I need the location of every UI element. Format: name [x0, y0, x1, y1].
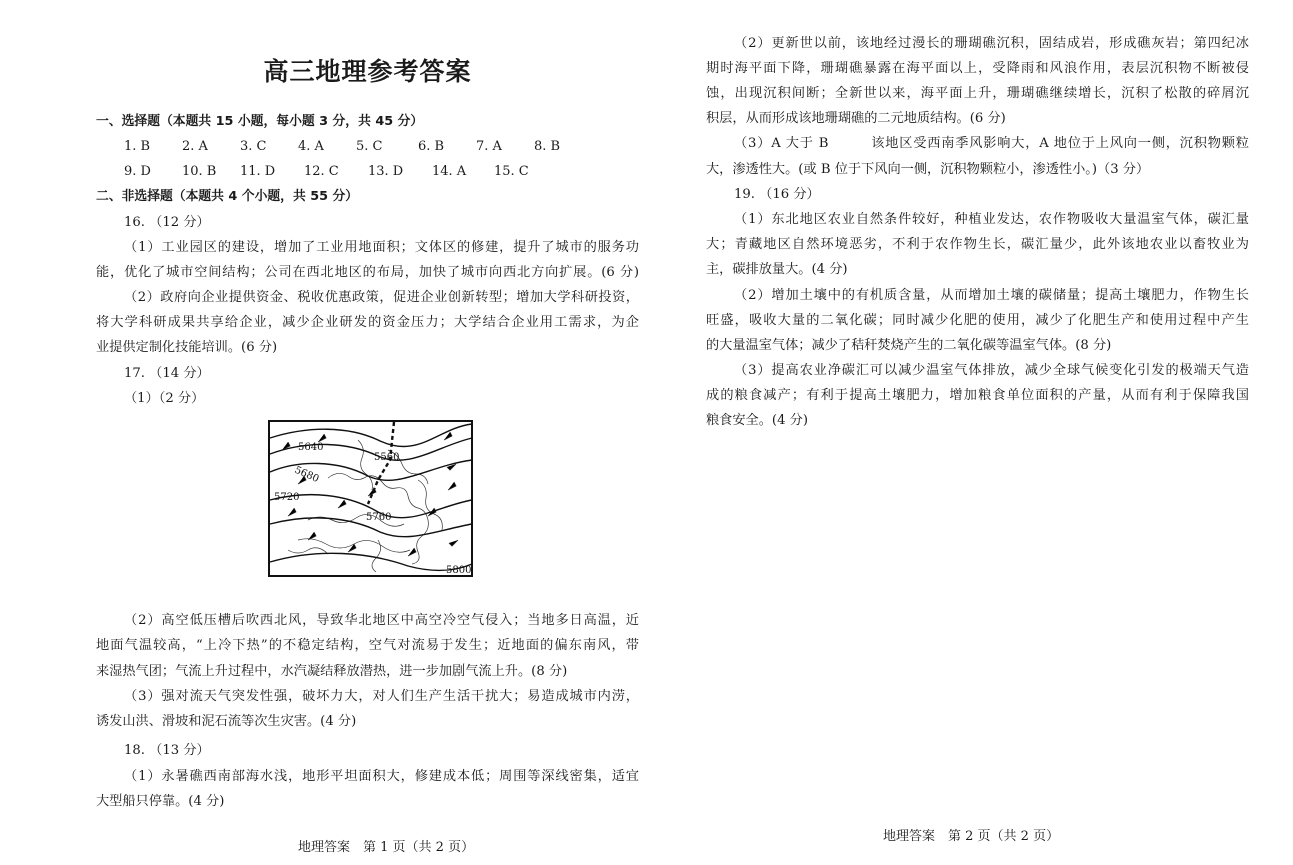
answer-item: 4. A — [298, 139, 324, 154]
answer-line: 旺盛，吸收大量的二氧化碳；同时减少化肥的使用，减少了化肥生产和使用过程中产生 — [706, 313, 1249, 328]
page-2 — [706, 0, 1249, 865]
answer-line: 大；青藏地区自然环境恶劣，不利于农作物生长，碳汇量少，此外该地农业以畜牧业为 — [706, 237, 1249, 252]
answer-line: 蚀，出现沉积间断；全新世以来，海平面上升，珊瑚礁继续增长，沉积了松散的碎屑沉 — [706, 86, 1249, 101]
answer-row-1 — [124, 134, 560, 159]
answer-line: 大型船只停靠。(4 分) — [96, 794, 225, 809]
answer-line: 来湿热气团；气流上升过程中，水汽凝结释放潜热，进一步加剧气流上升。(8 分) — [96, 664, 568, 679]
contour-label: 5720 — [274, 492, 300, 503]
answer-line: 业提供定制化技能培训。(6 分) — [96, 340, 278, 355]
answer-item: 2. A — [182, 139, 208, 154]
contour-label: 5760 — [366, 512, 392, 523]
answer-line: （1）工业园区的建设，增加了工业用地面积；文体区的修建，提升了城市的服务功 — [124, 240, 639, 255]
section-1-heading: 一、选择题（本题共 15 小题，每小题 3 分，共 45 分） — [96, 114, 424, 129]
contour-label: 5640 — [298, 442, 324, 453]
section-2-heading: 二、非选择题（本题共 4 个小题，共 55 分） — [96, 189, 359, 204]
answer-line: 将大学科研成果共享给企业，减少企业研发的资金压力；大学结合企业用工需求，为企 — [96, 315, 639, 330]
answer-line: 地面气温较高，“上冷下热”的不稳定结构，空气对流易于发生；近地面的偏东南风，带 — [96, 638, 639, 653]
answer-item: 10. B — [182, 164, 217, 179]
answer-line: 诱发山洪、滑坡和泥石流等次生灾害。(4 分) — [96, 714, 357, 729]
answer-item: 11. D — [240, 164, 276, 179]
contour-label: 5800 — [446, 565, 472, 576]
answer-item: 5. C — [356, 139, 383, 154]
answer-line: （2）高空低压槽后吹西北风，导致华北地区中高空冷空气侵入；当地多日高温，近 — [124, 613, 639, 628]
answer-line: （3）提高农业净碳汇可以减少温室气体排放，减少全球气候变化引发的极端天气造 — [734, 363, 1249, 378]
answer-line: （3）A 大于 B 该地区受西南季风影响大，A 地位于上风向一侧，沉积物颗粒 — [734, 136, 1249, 151]
answer-line: （1）永暑礁西南部海水浅，地形平坦面积大，修建成本低；周围等深线密集，适宜 — [124, 769, 639, 784]
answer-line: 主，碳排放量大。(4 分) — [706, 262, 848, 277]
contour-label: 5680 — [292, 464, 321, 486]
answer-item: 7. A — [476, 139, 502, 154]
answer-line: （2）更新世以前，该地经过漫长的珊瑚礁沉积，固结成岩，形成礁灰岩；第四纪冰 — [734, 36, 1249, 51]
answer-line: （2）政府向企业提供资金、税收优惠政策，促进企业创新转型；增加大学科研投资， — [124, 290, 639, 305]
question-19-heading: 19. （16 分） — [734, 187, 820, 202]
answer-row-2 — [124, 159, 529, 184]
answer-item: 14. A — [432, 164, 467, 179]
answer-item: 3. C — [240, 139, 267, 154]
question-18-heading: 18. （13 分） — [124, 743, 210, 758]
page-title: 高三地理参考答案 — [263, 57, 472, 86]
answer-line: （1）东北地区农业自然条件较好，种植业发达，农作物吸收大量温室气体，碳汇量 — [734, 212, 1249, 227]
answer-item: 8. B — [534, 139, 561, 154]
page-footer-1: 地理答案 第 1 页（共 2 页） — [298, 840, 475, 855]
answer-item: 12. C — [304, 164, 339, 179]
answer-line: 积层，从而形成该地珊瑚礁的二元地质结构。(6 分) — [706, 111, 1006, 126]
answer-line: 期时海平面下降，珊瑚礁暴露在海平面以上，受降雨和风浪作用，表层沉积物不断被侵 — [706, 61, 1249, 76]
question-16-heading: 16. （12 分） — [124, 215, 210, 230]
answer-item: 6. B — [418, 139, 445, 154]
answer-line: （1）（2 分） — [124, 391, 205, 406]
answer-line: （3）强对流天气突发性强，破坏力大，对人们生产生活干扰大；易造成城市内涝， — [124, 689, 639, 704]
answer-item: 9. D — [124, 164, 151, 179]
weather-map-figure — [268, 420, 473, 577]
answer-line: （2）增加土壤中的有机质含量，从而增加土壤的碳储量；提高土壤肥力，作物生长 — [734, 288, 1249, 303]
answer-item: 1. B — [124, 139, 151, 154]
answer-item: 15. C — [494, 164, 529, 179]
answer-line: 的大量温室气体；减少了秸秆焚烧产生的二氧化碳等温室气体。(8 分) — [706, 338, 1112, 353]
answer-line: 大，渗透性大。(或 B 位于下风向一侧，沉积物颗粒小，渗透性小。)（3 分） — [706, 162, 1150, 177]
answer-line: 成的粮食减产；有利于提高土壤肥力，增加粮食单位面积的产量，从而有利于保障我国 — [706, 388, 1249, 403]
answer-item: 13. D — [368, 164, 404, 179]
contour-label: 5560 — [374, 452, 400, 463]
question-17-heading: 17. （14 分） — [124, 366, 210, 381]
page-footer-2: 地理答案 第 2 页（共 2 页） — [883, 829, 1060, 844]
answer-line: 能，优化了城市空间结构；公司在西北地区的布局，加快了城市向西北方向扩展。(6 分) — [96, 265, 639, 280]
answer-line: 粮食安全。(4 分) — [706, 413, 808, 428]
